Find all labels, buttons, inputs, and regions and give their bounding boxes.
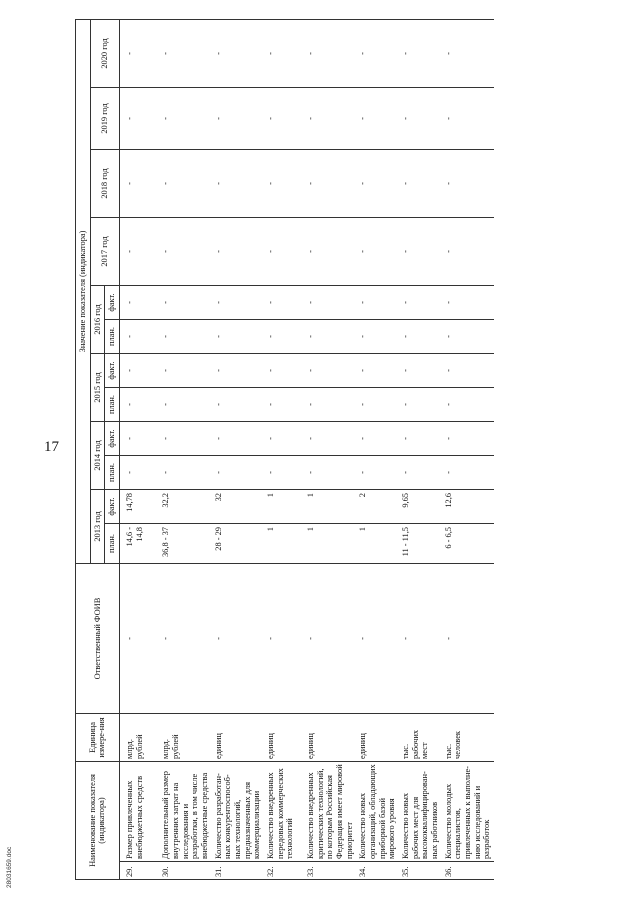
- row-value: -: [399, 218, 442, 286]
- row-value: -: [356, 218, 399, 286]
- row-2013-fact: 14,78: [119, 490, 159, 524]
- row-value: -: [264, 388, 304, 422]
- table-row: [356, 19, 399, 879]
- row-value: -: [356, 88, 399, 150]
- row-foiv: -: [212, 564, 264, 714]
- row-value: -: [264, 422, 304, 456]
- table-row: [264, 19, 304, 879]
- row-2013-fact: 32,2: [159, 490, 211, 524]
- row-indicator-name: Размер привлеченных внебюджетных средств: [119, 762, 159, 862]
- row-value: -: [442, 456, 494, 490]
- table-body: [119, 19, 493, 879]
- row-value: -: [212, 422, 264, 456]
- row-2013-plan: 36,8 - 37: [159, 524, 211, 564]
- row-value: -: [264, 286, 304, 320]
- row-2013-fact: 2: [356, 490, 399, 524]
- header-year-2017: 2017 год: [90, 218, 119, 286]
- page-number: 17: [44, 439, 59, 455]
- row-indicator-name: Количество новых организаций, обладающих приборной базой мирового уровня: [356, 762, 399, 862]
- header-unit: Единица измере-ния: [76, 714, 120, 762]
- row-value: -: [304, 354, 356, 388]
- row-value: -: [356, 286, 399, 320]
- row-2013-plan: 11 - 11,5: [399, 524, 442, 564]
- row-value: -: [442, 218, 494, 286]
- header-fact: факт.: [105, 490, 120, 524]
- row-indicator-name: Количество новых рабочих мест для высококвалифицирован-ных работников: [399, 762, 442, 862]
- row-2013-plan: 28 - 29: [212, 524, 264, 564]
- row-unit: единиц: [264, 714, 304, 762]
- row-value: -: [264, 354, 304, 388]
- header-fact: факт.: [105, 422, 120, 456]
- row-value: -: [119, 88, 159, 150]
- row-value: -: [442, 286, 494, 320]
- row-value: -: [119, 218, 159, 286]
- header-year-2014: 2014 год: [90, 422, 105, 490]
- row-value: -: [442, 354, 494, 388]
- row-number: 32.: [264, 862, 304, 880]
- row-number: 36.: [442, 862, 494, 880]
- row-value: -: [356, 150, 399, 218]
- row-value: -: [159, 456, 211, 490]
- row-unit: единиц: [212, 714, 264, 762]
- row-number: 33.: [304, 862, 356, 880]
- indicator-table-rotated: [75, 20, 640, 880]
- row-value: -: [212, 354, 264, 388]
- row-value: -: [119, 422, 159, 456]
- header-foiv: Ответственный ФОИВ: [76, 564, 120, 714]
- indicator-table: [75, 19, 494, 880]
- row-foiv: -: [119, 564, 159, 714]
- row-value: -: [304, 19, 356, 87]
- row-value: -: [119, 388, 159, 422]
- table-row: [304, 19, 356, 879]
- row-2013-plan: 1: [356, 524, 399, 564]
- row-foiv: -: [264, 564, 304, 714]
- row-value: -: [264, 88, 304, 150]
- header-year-2020: 2020 год: [90, 19, 119, 87]
- row-value: -: [119, 286, 159, 320]
- row-value: -: [212, 456, 264, 490]
- row-foiv: -: [304, 564, 356, 714]
- row-value: -: [442, 388, 494, 422]
- row-value: -: [399, 354, 442, 388]
- row-indicator-name: Дополнительный размер внутренних затрат на исследования и разработки, в том числе внебюджетные средства: [159, 762, 211, 862]
- table-row: [212, 19, 264, 879]
- row-foiv: -: [159, 564, 211, 714]
- row-2013-plan: 1: [264, 524, 304, 564]
- row-value: -: [442, 88, 494, 150]
- row-value: -: [212, 388, 264, 422]
- row-value: -: [159, 320, 211, 354]
- header-plan: план.: [105, 388, 120, 422]
- header-year-2018: 2018 год: [90, 150, 119, 218]
- row-value: -: [264, 19, 304, 87]
- row-2013-fact: 1: [304, 490, 356, 524]
- footer-filename: 28031659.doc: [6, 846, 13, 888]
- header-year-2019: 2019 год: [90, 88, 119, 150]
- row-value: -: [304, 320, 356, 354]
- row-unit: млрд. рублей: [159, 714, 211, 762]
- row-unit: тыс. рабочих мест: [399, 714, 442, 762]
- header-plan: план.: [105, 320, 120, 354]
- header-year-2016: 2016 год: [90, 286, 105, 354]
- row-2013-fact: 9,65: [399, 490, 442, 524]
- row-value: -: [304, 218, 356, 286]
- row-value: -: [119, 320, 159, 354]
- row-value: -: [442, 422, 494, 456]
- row-number: 34.: [356, 862, 399, 880]
- header-plan: план.: [105, 524, 120, 564]
- row-value: -: [159, 354, 211, 388]
- row-value: -: [264, 456, 304, 490]
- row-value: -: [399, 286, 442, 320]
- row-value: -: [119, 354, 159, 388]
- row-indicator-name: Количество внедренных критических технологий, по которым Российская Федерация имеет мировой приоритет: [304, 762, 356, 862]
- row-foiv: -: [356, 564, 399, 714]
- table-row: [399, 19, 442, 879]
- row-value: -: [442, 320, 494, 354]
- row-value: -: [399, 456, 442, 490]
- header-values: Значение показателя (индикатора): [76, 19, 91, 563]
- row-number: 30.: [159, 862, 211, 880]
- row-foiv: -: [399, 564, 442, 714]
- table-row: [159, 19, 211, 879]
- row-value: -: [356, 320, 399, 354]
- header-fact: факт.: [105, 286, 120, 320]
- row-value: -: [159, 150, 211, 218]
- row-value: -: [159, 218, 211, 286]
- header-name: Наименование показателя (индикатора): [76, 762, 120, 880]
- row-value: -: [212, 286, 264, 320]
- row-unit: млрд. рублей: [119, 714, 159, 762]
- row-value: -: [399, 422, 442, 456]
- row-2013-plan: 14,6 - 14,8: [119, 524, 159, 564]
- row-value: -: [356, 354, 399, 388]
- row-value: -: [304, 422, 356, 456]
- row-value: -: [264, 218, 304, 286]
- row-value: -: [304, 150, 356, 218]
- table-row: [442, 19, 494, 879]
- row-2013-plan: 1: [304, 524, 356, 564]
- row-value: -: [212, 19, 264, 87]
- row-value: -: [159, 88, 211, 150]
- row-value: -: [212, 150, 264, 218]
- row-value: -: [159, 286, 211, 320]
- row-indicator-name: Количество внедренных передовых коммерческих технологий: [264, 762, 304, 862]
- row-2013-fact: 12,6: [442, 490, 494, 524]
- row-value: -: [304, 88, 356, 150]
- row-value: -: [442, 19, 494, 87]
- row-value: -: [119, 19, 159, 87]
- header-fact: факт.: [105, 354, 120, 388]
- row-2013-fact: 32: [212, 490, 264, 524]
- row-value: -: [119, 456, 159, 490]
- row-value: -: [399, 388, 442, 422]
- row-value: -: [356, 422, 399, 456]
- row-value: -: [304, 286, 356, 320]
- row-2013-fact: 1: [264, 490, 304, 524]
- row-unit: тыс. человек: [442, 714, 494, 762]
- row-value: -: [119, 150, 159, 218]
- row-value: -: [159, 388, 211, 422]
- row-value: -: [399, 19, 442, 87]
- row-value: -: [264, 150, 304, 218]
- row-value: -: [442, 150, 494, 218]
- row-2013-plan: 6 - 6,5: [442, 524, 494, 564]
- row-foiv: -: [442, 564, 494, 714]
- row-value: -: [356, 19, 399, 87]
- row-value: -: [399, 150, 442, 218]
- row-value: -: [356, 456, 399, 490]
- header-plan: план.: [105, 456, 120, 490]
- row-value: -: [159, 422, 211, 456]
- row-unit: единиц: [304, 714, 356, 762]
- row-value: -: [264, 320, 304, 354]
- row-value: -: [356, 388, 399, 422]
- row-value: -: [212, 320, 264, 354]
- row-value: -: [212, 88, 264, 150]
- header-year-2013: 2013 год: [90, 490, 105, 564]
- row-value: -: [399, 320, 442, 354]
- row-number: 35.: [399, 862, 442, 880]
- row-value: -: [304, 456, 356, 490]
- row-value: -: [304, 388, 356, 422]
- row-indicator-name: Количество разработан-ных конкурентоспособ-ных технологий, предназначенных для коммерциализации: [212, 762, 264, 862]
- row-value: -: [399, 88, 442, 150]
- header-year-2015: 2015 год: [90, 354, 105, 422]
- row-value: -: [159, 19, 211, 87]
- row-value: -: [212, 218, 264, 286]
- row-number: 31.: [212, 862, 264, 880]
- row-indicator-name: Количество молодых специалистов, привлеченных к выполне-нию исследований и разработок: [442, 762, 494, 862]
- row-unit: единиц: [356, 714, 399, 762]
- table-row: [119, 19, 159, 879]
- row-number: 29.: [119, 862, 159, 880]
